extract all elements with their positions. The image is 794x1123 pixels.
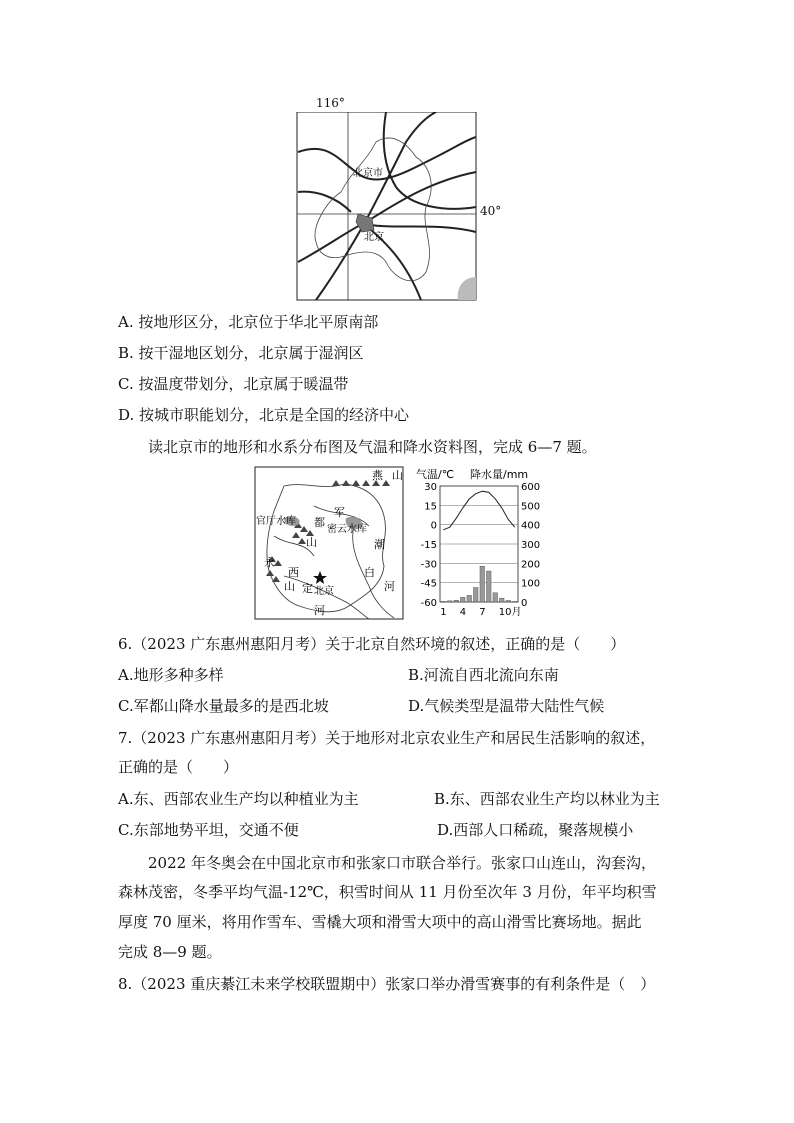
label-yong: 永 (264, 556, 275, 569)
passage-line2: 森林茂密，冬季平均气温-12℃，积雪时间从 11 月份至次年 3 月份，年平均积雪 (118, 883, 657, 901)
q7-option-b: B.东、西部农业生产均以林业为主 (434, 790, 660, 808)
precip-bar (486, 571, 491, 602)
month-label: 1 (440, 607, 447, 618)
map-terrain-rivers (254, 466, 404, 620)
label-shan3: 山 (284, 580, 295, 593)
label-guanting: 官厅水库 (256, 516, 296, 527)
precip-bar (467, 595, 472, 602)
q7-option-a: A.东、西部农业生产均以种植业为主 (118, 790, 359, 808)
q6-stem: 6.（2023 广东惠州惠阳月考）关于北京自然环境的叙述，正确的是（ ） (118, 635, 626, 653)
q5-option-d: D. 按城市职能划分，北京是全国的经济中心 (118, 406, 410, 424)
q5-option-c: C. 按温度带划分，北京属于暖温带 (118, 375, 349, 393)
precip-axis-title: 降水量/mm (470, 468, 529, 481)
q5-option-b: B. 按干湿地区划分，北京属于湿润区 (118, 344, 364, 362)
precip-bar (473, 588, 478, 603)
label-chao: 潮 (374, 538, 385, 551)
precip-tick-label: 100 (521, 578, 541, 590)
label-bai: 白 (364, 566, 375, 579)
longitude-label: 116° (316, 96, 345, 110)
month-label: 4 (459, 607, 467, 618)
q7-option-d: D.西部人口稀疏，聚落规模小 (437, 821, 634, 839)
precip-bar (454, 600, 459, 602)
precip-tick-label: 300 (521, 540, 541, 551)
q6-option-c: C.军都山降水量最多的是西北坡 (118, 697, 329, 715)
intro-6-7: 读北京市的地形和水系分布图及气温和降水资料图，完成 6—7 题。 (148, 438, 597, 456)
latitude-label: 40° (480, 204, 502, 218)
temp-tick-label: 0 (430, 520, 437, 532)
q6-option-a: A.地形多种多样 (118, 666, 224, 684)
temperature-curve (443, 491, 515, 530)
q6-option-b: B.河流自西北流向东南 (408, 666, 559, 684)
label-he: 河 (384, 580, 395, 593)
label-ding: 定 (302, 582, 313, 595)
map-beijing-location (296, 96, 502, 306)
passage-line3: 厚度 70 厘米，将用作雪车、雪橇大项和滑雪大项中的高山滑雪比赛场地。据此 (118, 913, 642, 931)
precip-bar (506, 600, 511, 602)
precip-bar (493, 593, 498, 602)
map-beijing-svg (296, 112, 478, 302)
label-he2: 河 (314, 604, 325, 617)
precip-tick-label: 0 (521, 598, 528, 609)
precip-bar (480, 566, 485, 602)
temp-tick-label: -30 (420, 559, 437, 571)
q5-option-a: A. 按地形区分，北京位于华北平原南部 (118, 313, 379, 331)
q6-option-d: D.气候类型是温带大陆性气候 (408, 697, 605, 715)
temp-tick-label: -60 (420, 598, 437, 609)
label-shan: 山 (392, 469, 403, 482)
passage-line4: 完成 8—9 题。 (118, 943, 222, 961)
q7-stem-line2: 正确的是（ ） (118, 758, 239, 776)
precip-tick-label: 200 (521, 559, 541, 571)
precip-tick-label: 500 (521, 501, 541, 513)
precip-bar (460, 597, 465, 602)
month-label: 10月 (498, 607, 522, 618)
precip-tick-label: 400 (521, 520, 541, 532)
month-label: 7 (479, 607, 486, 618)
label-miyun: 密云水库 (327, 524, 367, 535)
temp-axis-title: 气温/℃ (416, 468, 455, 481)
passage-line1: 2022 年冬奥会在中国北京市和张家口市联合举行。张家口山连山，沟套沟， (148, 854, 656, 872)
label-shan2: 山 (306, 536, 317, 549)
temp-tick-label: -45 (420, 578, 437, 590)
q7-option-c: C.东部地势平坦，交通不便 (118, 821, 299, 839)
label-yan: 燕 (372, 469, 383, 482)
label-du: 都 (314, 516, 325, 529)
precip-bar (499, 598, 504, 602)
map-capital-label: 北京 (364, 232, 384, 243)
label-beijing: 北京 (314, 586, 334, 597)
temp-tick-label: 30 (424, 482, 437, 493)
climate-chart (408, 466, 568, 622)
map-city-label: 北京市 (353, 168, 383, 179)
temp-tick-label: -15 (420, 540, 437, 551)
precip-bar (447, 601, 452, 602)
precip-bar (441, 601, 446, 602)
q7-stem-line1: 7.（2023 广东惠州惠阳月考）关于地形对北京农业生产和居民生活影响的叙述， (118, 729, 656, 747)
temp-tick-label: 15 (424, 501, 437, 513)
precip-tick-label: 600 (521, 482, 541, 493)
q8-stem: 8.（2023 重庆綦江未来学校联盟期中）张家口举办滑雪赛事的有利条件是（ ） (118, 975, 656, 993)
label-jun: 军 (334, 506, 345, 519)
label-xi: 西 (288, 566, 299, 579)
precip-bar (512, 601, 517, 602)
